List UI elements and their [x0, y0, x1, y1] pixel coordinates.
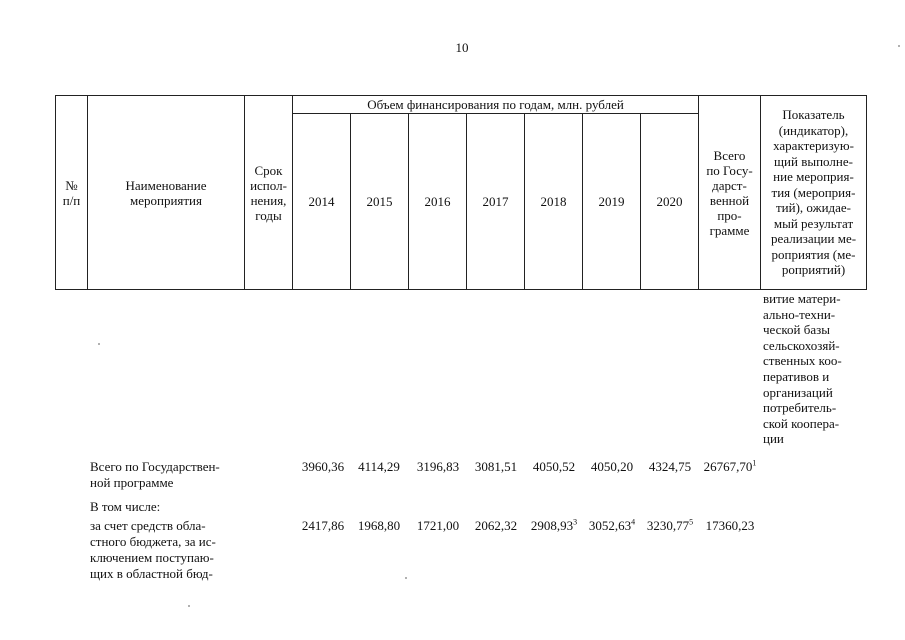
row-including-label: В том числе: [90, 499, 161, 514]
row-total-2016: 3196,83 [416, 459, 460, 474]
header-financing: Объем финансирования по годам, млн. рублей [293, 96, 699, 114]
row-total-2014: 3960,36 [301, 459, 345, 474]
footnote-marker: 3 [573, 517, 578, 527]
header-year-2018: 2018 [525, 114, 583, 290]
scan-speck [405, 577, 407, 579]
header-year-2020: 2020 [641, 114, 699, 290]
row-total-2015: 4114,29 [358, 459, 400, 474]
row-total-2020: 4324,75 [648, 459, 692, 474]
row-regional-2018: 2908,93$^3$ [530, 517, 578, 533]
row-regional-2020: 3230,77$^5$ [646, 517, 694, 533]
row-regional-label: за счет средств обла- стного бюджета, за ис- ключением поступаю- щих в областной бюд- [90, 518, 216, 581]
scan-speck [188, 605, 190, 607]
row-regional-2015: 1968,80 [357, 518, 401, 533]
header-year-2015: 2015 [351, 114, 409, 290]
scan-speck [98, 343, 100, 345]
footnote-marker: 1 [752, 458, 757, 468]
row-regional-all: 17360,23 [705, 518, 755, 533]
scan-speck [898, 45, 900, 47]
row-total-2018: 4050,52 [532, 459, 576, 474]
footnote-marker: 4 [631, 517, 636, 527]
row-regional-2019: 3052,63$^4$ [588, 517, 636, 533]
header-year-2016: 2016 [409, 114, 467, 290]
header-term: Срок испол- нения, годы [245, 96, 293, 290]
header-year-2019: 2019 [583, 114, 641, 290]
header-num: № п/п [56, 96, 88, 290]
row-regional-2017: 2062,32 [474, 518, 518, 533]
indicator-continuation: витие матери- ально-техни- ческой базы сельскохозяй- ственных коо- перативов и организаций потребитель- ской коопера- ции [763, 291, 842, 447]
footnote-marker: 5 [689, 517, 694, 527]
row-total-all: 26767,70$^1$ [703, 458, 757, 474]
row-total-label: Всего по Государствен- ной программе [90, 459, 220, 490]
row-total-2019: 4050,20 [590, 459, 634, 474]
row-total-2017: 3081,51 [474, 459, 518, 474]
page-number: 10 [455, 40, 469, 55]
header-total: Всего по Госу- дарст- венной про- грамме [699, 96, 761, 290]
header-year-2014: 2014 [293, 114, 351, 290]
header-indicator: Показатель (индикатор), характеризую- щий выполне- ние мероприя- тия (мероприя- тий), ожидае- мый результат реализации ме- роприятия (ме- роприятий) [761, 96, 867, 290]
row-regional-2014: 2417,86 [301, 518, 345, 533]
header-name: Наименование мероприятия [88, 96, 245, 290]
row-regional-2016: 1721,00 [416, 518, 460, 533]
program-table-header [55, 95, 867, 290]
header-year-2017: 2017 [467, 114, 525, 290]
